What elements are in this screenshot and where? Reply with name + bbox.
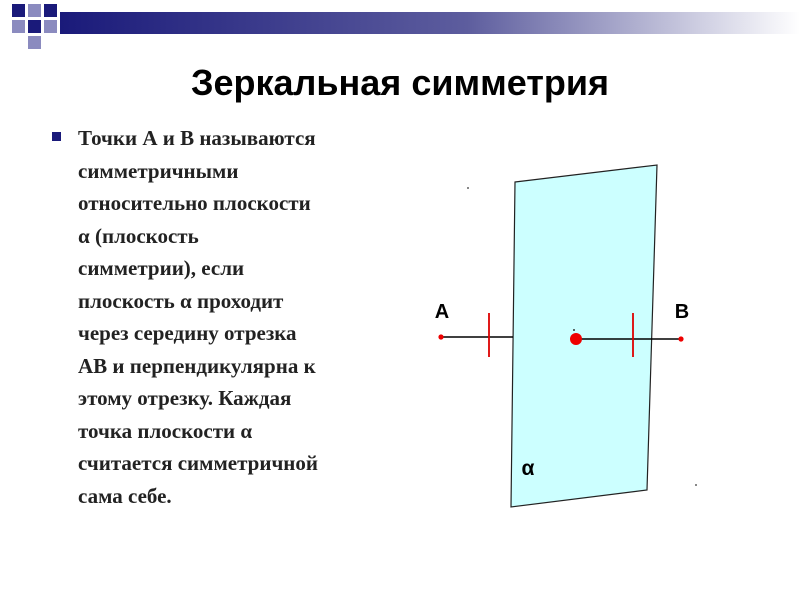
header-square-light: [28, 4, 41, 17]
midpoint: [570, 333, 582, 345]
header-decoration: [0, 0, 800, 52]
point-a: [438, 334, 443, 339]
bullet-item: [52, 122, 392, 512]
body-line: считается симметричной: [78, 451, 318, 475]
header-square-dark: [44, 4, 57, 17]
header-square-dark: [28, 20, 41, 33]
square-bullet-icon: [52, 132, 61, 141]
body-line: симметричными: [78, 158, 239, 183]
body-line: этому отрезку. Каждая: [78, 386, 292, 410]
body-line: α (плоскость: [78, 223, 199, 248]
body-line: симметрии), если: [78, 256, 245, 280]
plane-dot: [573, 329, 575, 331]
body-line: через середину отрезка: [78, 321, 297, 345]
body-line: АВ и перпендикулярна к: [78, 353, 316, 378]
corner-dot: [467, 187, 469, 189]
corner-dot: [695, 484, 697, 486]
point-b: [678, 336, 683, 341]
body-text: [52, 122, 392, 512]
symmetry-figure: [400, 150, 720, 530]
header-square-light: [12, 20, 25, 33]
header-square-light: [28, 36, 41, 49]
slide-title: Зеркальная симметрия: [190, 62, 610, 103]
body-line: сама себе.: [78, 483, 172, 508]
body-line: точка плоскости α: [78, 418, 253, 443]
label-alpha: α: [521, 457, 535, 480]
body-line: относительно плоскости: [78, 191, 311, 215]
body-line: плоскость α проходит: [78, 288, 284, 313]
plane-alpha: [511, 165, 657, 507]
header-square-light: [44, 20, 57, 33]
header-square-dark: [12, 4, 25, 17]
label-a: А: [434, 301, 450, 323]
body-line: Точки А и В называются: [78, 126, 316, 150]
label-b: В: [674, 301, 690, 323]
